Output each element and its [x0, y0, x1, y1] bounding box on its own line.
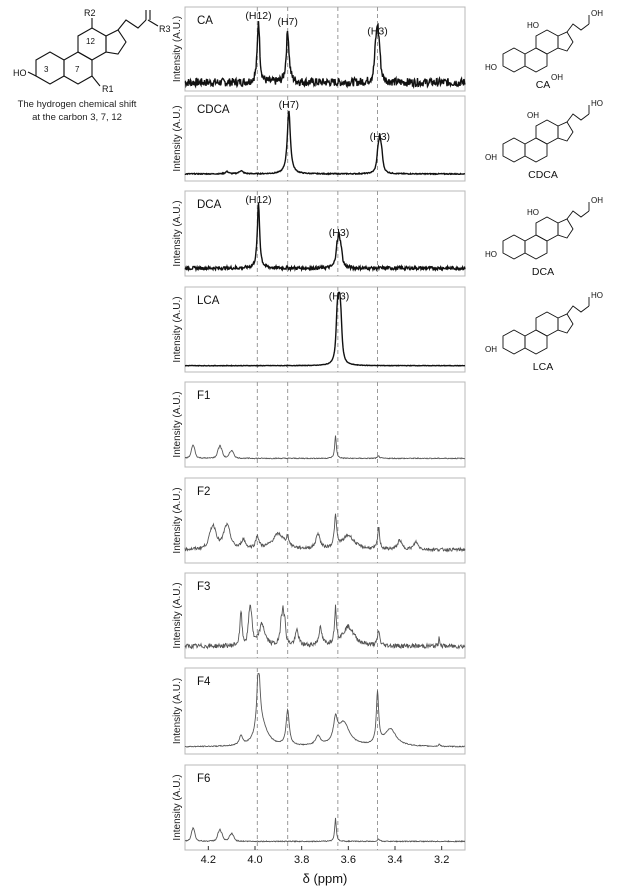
panel-label: LCA: [197, 295, 220, 307]
structure-skeleton: [503, 202, 589, 259]
structure-group-label: HO: [527, 21, 539, 30]
spectrum-panel-f3: [172, 573, 465, 658]
panel-label: DCA: [197, 199, 222, 211]
x-axis-label: δ (ppm): [302, 871, 348, 886]
panel-frame: [185, 7, 465, 91]
structure-name: CA: [535, 79, 551, 91]
peak-label: (H3): [369, 131, 391, 144]
panel-label: F6: [197, 773, 211, 785]
y-axis-label: Intensity (A.U.): [172, 200, 183, 267]
y-axis-label: Intensity (A.U.): [172, 391, 183, 458]
structure-lca: [485, 291, 603, 373]
substituent-r3: R3: [159, 24, 171, 34]
panel-label: F2: [197, 486, 211, 498]
y-axis-label: Intensity (A.U.): [172, 15, 183, 83]
atom-number-3: 3: [44, 65, 49, 74]
structure-ca: [485, 9, 603, 91]
atom-number-12: 12: [86, 37, 95, 46]
spectrum-panel-dca: [172, 191, 465, 276]
spectrum-panel-f2: [172, 478, 465, 563]
substituent-ho: HO: [13, 68, 27, 78]
structure-group-label: HO: [591, 291, 603, 300]
spectrum-panel-f1: [172, 382, 465, 467]
structure-cdca: [485, 99, 603, 181]
structure-group-label: OH: [485, 153, 497, 162]
caption-line-2: at the carbon 3, 7, 12: [32, 112, 122, 123]
peak-label: (H7): [278, 99, 300, 111]
structure-skeleton: [503, 105, 589, 162]
panel-frame: [185, 765, 465, 850]
y-axis-label: Intensity (A.U.): [172, 487, 183, 554]
panel-label: CA: [197, 15, 213, 27]
structure-skeleton: [503, 297, 589, 354]
bile-acid-structures: [485, 9, 603, 373]
x-tick-label: 3.6: [340, 854, 356, 866]
structure-dca: [485, 196, 603, 278]
panel-frame: [185, 478, 465, 563]
panel-frame: [185, 191, 465, 276]
substituent-r1: R1: [102, 84, 114, 94]
spectrum-panel-ca: [172, 7, 465, 91]
spectrum-panel-f4: [172, 668, 465, 754]
x-tick-label: 4.0: [247, 854, 263, 866]
panel-frame: [185, 287, 465, 372]
structure-name: LCA: [532, 361, 554, 373]
x-tick-label: 3.8: [294, 854, 310, 866]
structure-group-label: HO: [485, 250, 497, 259]
structure-caption: [2, 98, 152, 124]
structure-group-label: HO: [591, 99, 603, 108]
x-tick-label: 4.2: [200, 854, 216, 866]
peak-label: (H3): [328, 226, 350, 239]
spectrum-panel-lca: [172, 287, 465, 372]
spectra-panels: [172, 7, 465, 866]
atom-number-7: 7: [75, 65, 80, 74]
panel-label: F1: [197, 390, 211, 402]
substituent-r2: R2: [84, 8, 96, 18]
structure-group-label: OH: [485, 345, 497, 354]
y-axis-label: Intensity (A.U.): [172, 582, 183, 649]
peak-label: (H3): [328, 290, 350, 303]
panel-label: CDCA: [197, 104, 230, 116]
structure-group-label: OH: [591, 196, 603, 205]
panel-label: F3: [197, 581, 211, 593]
y-axis-label: Intensity (A.U.): [172, 296, 183, 363]
structure-group-label: HO: [485, 63, 497, 72]
structure-name: DCA: [531, 266, 555, 278]
y-axis-label: Intensity (A.U.): [172, 105, 183, 172]
panel-frame: [185, 382, 465, 467]
y-axis-label: Intensity (A.U.): [172, 677, 183, 745]
caption-line-1: The hydrogen chemical shift: [17, 99, 137, 110]
spectrum-panel-cdca: [172, 96, 465, 181]
x-tick-label: 3.4: [387, 854, 403, 866]
structure-group-label: OH: [591, 9, 603, 18]
structure-name: CDCA: [528, 169, 558, 181]
peak-label: (H12): [245, 10, 272, 22]
structure-group-label: OH: [527, 111, 539, 120]
peak-label: (H12): [245, 194, 272, 206]
panel-label: F4: [197, 676, 211, 688]
peak-label: (H7): [277, 15, 298, 28]
bile-acid-core-structure: [28, 10, 158, 86]
spectrum-panel-f6: [172, 765, 465, 850]
x-tick-label: 3.2: [434, 854, 450, 866]
peak-label: (H3): [367, 25, 388, 38]
structure-group-label: HO: [527, 208, 539, 217]
structure-skeleton: [503, 15, 589, 72]
structure-group-label: OH: [551, 73, 563, 82]
y-axis-label: Intensity (A.U.): [172, 774, 183, 841]
